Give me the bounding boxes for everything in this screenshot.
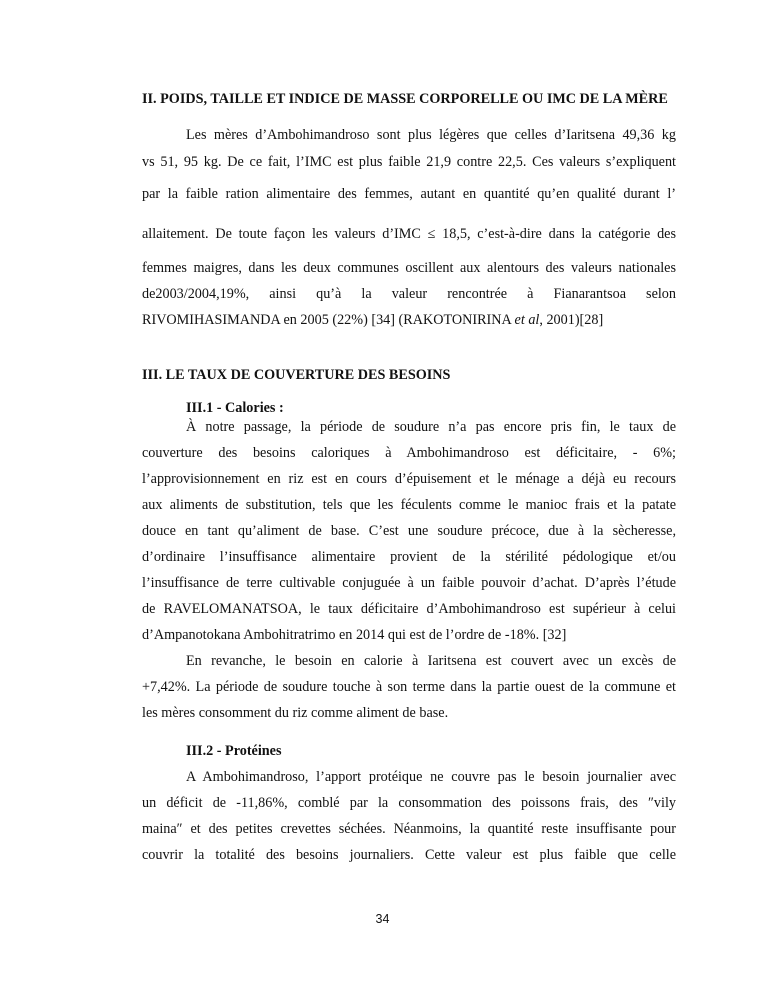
section-ii-line-3: par la faible ration alimentaire des femmes, autant en quantité qu’en qualité durant l’ bbox=[142, 186, 676, 202]
subsection-proteines-title: III.2 - Protéines bbox=[186, 743, 282, 759]
calories-line-1: À notre passage, la période de soudure n’a pas encore pris fin, le taux de bbox=[186, 419, 676, 435]
calories-line-7: l’insuffisance de terre cultivable conjuguée à un faible pouvoir d’achat. D’après l’étude bbox=[142, 575, 676, 591]
calories-line-8: de RAVELOMANATSOA, le taux déficitaire d’Ambohimandroso est supérieur à celui bbox=[142, 601, 676, 617]
calories-p2-line-1: En revanche, le besoin en calorie à Iaritsena est couvert avec un excès de bbox=[186, 653, 676, 669]
proteines-line-3: maina″ et des petites crevettes séchées. Néanmoins, la quantité reste insuffisante pour bbox=[142, 821, 676, 837]
calories-p2-line-3: les mères consomment du riz comme aliment de base. bbox=[142, 705, 449, 721]
section-ii-line-1: Les mères d’Ambohimandroso sont plus légères que celles d’Iaritsena 49,36 kg bbox=[186, 127, 676, 143]
section-ii-heading: II. POIDS, TAILLE ET INDICE DE MASSE CORPORELLE OU IMC DE LA MÈRE bbox=[142, 91, 668, 107]
calories-p2-line-2: +7,42%. La période de soudure touche à son terme dans la partie ouest de la commune et bbox=[142, 679, 676, 695]
citation-italic: et al bbox=[514, 312, 540, 328]
proteines-line-2: un déficit de -11,86%, comblé par la consommation des poissons frais, des ″vily bbox=[142, 795, 676, 811]
section-ii-line-2: vs 51, 95 kg. De ce fait, l’IMC est plus faible 21,9 contre 22,5. Ces valeurs s’expliquent bbox=[142, 154, 676, 170]
section-ii-line-6: de2003/2004,19%, ainsi qu’à la valeur rencontrée à Fianarantsoa selon bbox=[142, 286, 676, 302]
page-number: 34 bbox=[375, 912, 390, 926]
calories-line-2: couverture des besoins caloriques à Ambohimandroso est déficitaire, - 6%; bbox=[142, 445, 676, 461]
calories-line-6: d’ordinaire l’insuffisance alimentaire provient de la stérilité pédologique et/ou bbox=[142, 549, 676, 565]
calories-line-3: l’approvisionnement en riz est en cours d’épuisement et le ménage a déjà eu recours bbox=[142, 471, 676, 487]
citation-tail: , 2001)[28] bbox=[539, 312, 604, 328]
section-ii-line-7 bbox=[142, 311, 676, 329]
section-ii-line-5: femmes maigres, dans les deux communes oscillent aux alentours des valeurs nationales bbox=[142, 260, 676, 276]
section-ii-line-4: allaitement. De toute façon les valeurs d’IMC ≤ 18,5, c’est-à-dire dans la catégorie des bbox=[142, 226, 676, 242]
citation-text: RIVOMIHASIMANDA en 2005 (22%) [34] (RAKOTONIRINA bbox=[142, 312, 515, 328]
proteines-line-4: couvrir la totalité des besoins journaliers. Cette valeur est plus faible que celle bbox=[142, 847, 676, 863]
subsection-calories-title: III.1 - Calories : bbox=[186, 400, 284, 416]
proteines-line-1: A Ambohimandroso, l’apport protéique ne couvre pas le besoin journalier avec bbox=[186, 769, 676, 785]
calories-line-5: douce en tant qu’aliment de base. C’est une soudure précoce, due à la sècheresse, bbox=[142, 523, 676, 539]
calories-line-9: d’Ampanotokana Ambohitratrimo en 2014 qui est de l’ordre de -18%. [32] bbox=[142, 627, 567, 643]
calories-line-4: aux aliments de substitution, tels que les féculents comme le manioc frais et la patate bbox=[142, 497, 676, 513]
section-iii-heading: III. LE TAUX DE COUVERTURE DES BESOINS bbox=[142, 367, 451, 383]
